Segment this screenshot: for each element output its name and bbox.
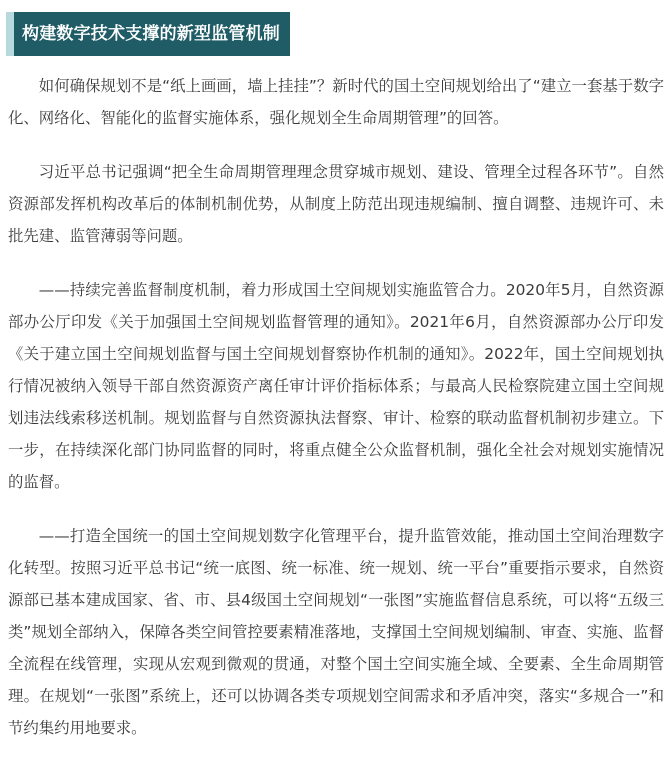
- paragraph-4: ——打造全国统一的国土空间规划数字化管理平台，提升监管效能，推动国土空间治理数字化转型。按照习近平总书记“统一底图、统一标准、统一规划、统一平台”重要指示要求，自然资源部已基本建成国家、省、市、县4级国土空间规划“一张图”实施监督信息系统，可以将“五级三类”规划全部纳入，保障各类空间管控要素精准落地，支撑国土空间规划编制、审查、实施、监督全流程在线管理，实现从宏观到微观的贯通，对整个国土空间实施全域、全要素、全生命周期管理。在规划“一张图”系统上，还可以协调各类专项规划空间需求和矛盾冲突，落实“多规合一”和节约集约用地要求。: [8, 527, 664, 737]
- section-heading-title: 构建数字技术支撑的新型监管机制: [14, 12, 290, 56]
- paragraph-3: ——持续完善监督制度机制，着力形成国土空间规划实施监管合力。2020年5月，自然资源部办公厅印发《关于加强国土空间规划监督管理的通知》。2021年6月，自然资源部办公厅印发《关于建立国土空间规划监督与国土空间规划督察协作机制的通知》。2022年，国土空间规划执行情况被纳入领导干部自然资源资产离任审计评价指标体系；与最高人民检察院建立国土空间规划违法线索移送机制。规划监督与自然资源执法督察、审计、检察的联动监督机制初步建立。下一步，在持续深化部门协同监督的同时，将重点健全公众监督机制，强化全社会对规划实施情况的监督。: [8, 281, 664, 491]
- paragraph-1: 如何确保规划不是“纸上画画，墙上挂挂”？新时代的国土空间规划给出了“建立一套基于数字化、网络化、智能化的监督实施体系，强化规划全生命周期管理”的回答。: [8, 77, 664, 127]
- article-body: [8, 70, 664, 766]
- section-heading: [6, 12, 290, 56]
- heading-accent-bar: [6, 12, 14, 56]
- paragraph-2: 习近平总书记强调“把全生命周期管理理念贯穿城市规划、建设、管理全过程各环节”。自然资源部发挥机构改革后的体制机制优势，从制度上防范出现违规编制、擅自调整、违规许可、未批先建、监管薄弱等问题。: [8, 163, 664, 245]
